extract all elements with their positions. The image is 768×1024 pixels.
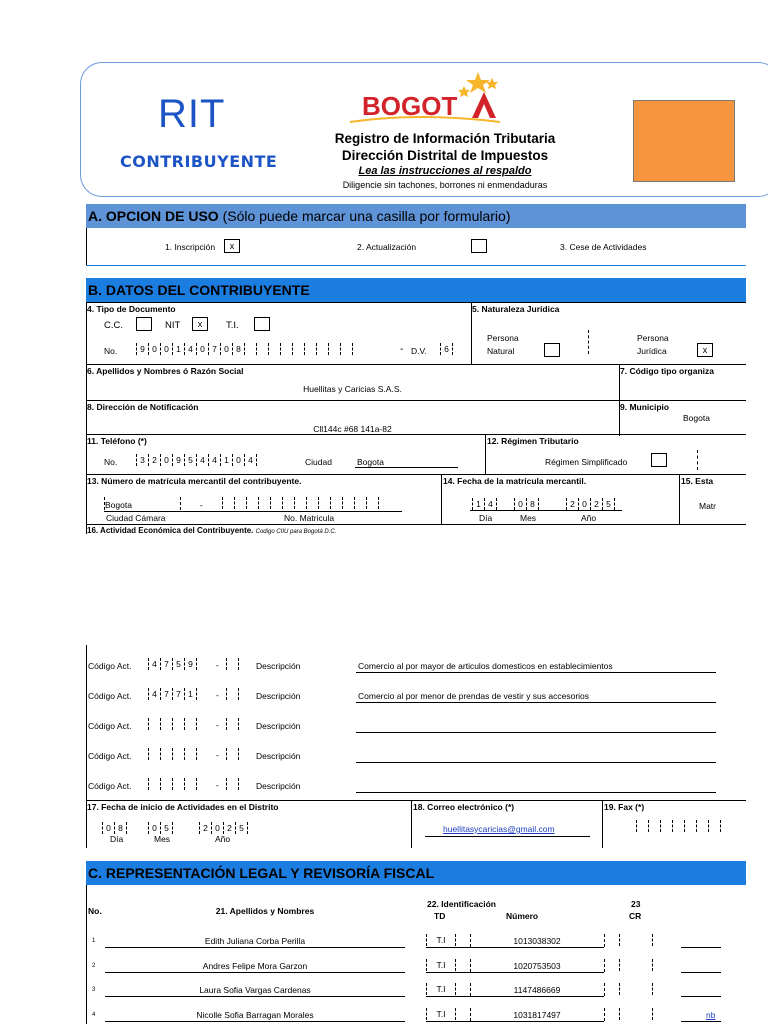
activity-sub-digit-0[interactable] — [226, 718, 239, 730]
municipio-value[interactable]: Bogota — [683, 413, 710, 423]
f16-label — [87, 526, 336, 535]
matricula-digit-3[interactable] — [258, 497, 270, 509]
doc-digit-9[interactable] — [244, 343, 256, 355]
activity-code-digit-1[interactable]: 7 — [160, 658, 172, 670]
doc-digit-12[interactable] — [280, 343, 292, 355]
ini-mes-digit-0[interactable]: 0 — [148, 822, 160, 834]
activity-code-digits[interactable] — [148, 748, 197, 760]
opt-inscripcion-checkbox[interactable]: x — [224, 239, 240, 253]
ciudad-label: Ciudad — [305, 457, 332, 467]
rep-cr[interactable] — [619, 934, 653, 946]
f11-label: 11. Teléfono (*) — [87, 436, 147, 446]
activity-dash: - — [216, 690, 219, 700]
mat-mes-digits[interactable] — [514, 498, 539, 510]
matricula-dash: - — [200, 500, 203, 510]
activity-sub-digit-0[interactable] — [226, 658, 239, 670]
ini-anio-digits[interactable] — [199, 822, 248, 834]
activity-desc-label: Descripción — [256, 691, 301, 701]
rep-id-number[interactable]: 1147486669 — [513, 985, 561, 995]
col-names-header: 21. Apellidos y Nombres — [215, 906, 315, 916]
rep-row-number: 3 — [92, 987, 96, 993]
activity-sub-digit-0[interactable] — [226, 778, 239, 790]
matricula-digit-7[interactable] — [306, 497, 318, 509]
ini-anio-digit-1[interactable]: 0 — [211, 822, 223, 834]
dv-digit[interactable] — [440, 343, 453, 355]
tel-no-label: No. — [104, 457, 118, 467]
doc-digit-8[interactable]: 8 — [232, 343, 244, 355]
col-cr-header: CR — [629, 911, 642, 921]
activity-desc-line — [356, 762, 716, 763]
activity-code-digit-1[interactable]: 7 — [160, 688, 172, 700]
rep-row-number: 1 — [92, 938, 96, 944]
rep-num-left — [470, 983, 471, 996]
activity-code-digit-1[interactable] — [160, 718, 172, 730]
rep-num-left — [470, 1008, 471, 1021]
regimen-value: Régimen Simplificado — [545, 457, 628, 467]
matricula-digit-0[interactable] — [222, 497, 234, 509]
matricula-digit-9[interactable] — [330, 497, 342, 509]
rep-cr-value[interactable] — [619, 934, 653, 946]
tel-digit-4[interactable]: 5 — [184, 454, 196, 466]
rep-num-right — [604, 983, 605, 996]
mat-anio-label: Año — [581, 513, 597, 523]
persona-juridica-label1: Persona — [637, 333, 669, 343]
rep-td[interactable] — [426, 959, 456, 971]
activity-code-digit-3[interactable] — [184, 778, 197, 790]
fax-digits[interactable] — [636, 820, 721, 832]
mat-anio-digit-2[interactable]: 2 — [590, 498, 602, 510]
mat-dia-label: Día — [479, 513, 493, 523]
rep-extra-line — [681, 1021, 721, 1022]
mat-anio-digit-0[interactable]: 2 — [566, 498, 578, 510]
ini-dia-digit-0[interactable]: 0 — [102, 822, 114, 834]
mat-dia-digit-0[interactable]: 1 — [472, 498, 484, 510]
activity-sub-digit-0[interactable] — [226, 688, 239, 700]
activity-code-digit-0[interactable]: 4 — [148, 658, 160, 670]
matricula-digits[interactable] — [222, 497, 379, 509]
mat-dia-digit-1[interactable]: 4 — [484, 498, 497, 510]
mat-anio-digits[interactable] — [566, 498, 615, 510]
tel-digit-6[interactable]: 4 — [208, 454, 220, 466]
matricula-digit-2[interactable] — [246, 497, 258, 509]
matricula-digit-5[interactable] — [282, 497, 294, 509]
activity-code-digit-2[interactable] — [172, 718, 184, 730]
activity-desc-value[interactable]: Comercio al por menor de prendas de vestir y sus accesorios — [358, 691, 590, 701]
opt-cese-label: 3. Cese de Actividades — [560, 242, 647, 252]
activity-code-label: Código Act. — [88, 781, 132, 791]
doc-no-label: No. — [104, 346, 118, 356]
section-b-header: B. DATOS DEL CONTRIBUYENTE — [86, 278, 746, 302]
rep-cr[interactable] — [619, 983, 653, 995]
rep-id-number[interactable]: 1031817497 — [513, 1009, 561, 1020]
activity-desc-label: Descripción — [256, 751, 301, 761]
ini-anio-digit-3[interactable]: 5 — [235, 822, 248, 834]
razon-social-value[interactable]: Huellitas y Caricias S.A.S. — [303, 384, 402, 394]
persona-juridica-checkbox[interactable]: x — [697, 343, 713, 357]
persona-natural-label2: Natural — [487, 346, 515, 356]
tel-digit-2[interactable]: 0 — [160, 454, 172, 466]
rep-name-line — [105, 947, 405, 948]
rep-id-line — [426, 947, 604, 948]
col-23-header: 23 — [631, 899, 641, 909]
f16-note: Codigo CIIU para Bogotá D.C. — [255, 529, 337, 535]
logo-wordmark: BOGOT — [362, 91, 458, 121]
camara-city-value[interactable]: Bogota — [105, 500, 132, 510]
f8-label: 8. Dirección de Notificación — [87, 402, 199, 412]
opt-actualizacion-checkbox[interactable] — [471, 239, 487, 253]
mat-mes-label: Mes — [520, 513, 537, 523]
rep-id-number[interactable]: 1013038302 — [513, 936, 561, 946]
mat-anio-digit-3[interactable]: 5 — [602, 498, 615, 510]
rep-extra-link[interactable]: nb — [706, 1009, 716, 1020]
activity-sub-digit[interactable] — [226, 778, 239, 790]
dv-dash: - — [400, 344, 404, 355]
rep-name-line — [105, 972, 405, 973]
tel-digit-3[interactable]: 9 — [172, 454, 184, 466]
persona-juridica-label2: Jurídica — [637, 346, 667, 356]
f7-label: 7. Código tipo organiza — [620, 366, 714, 376]
activity-desc-line — [356, 702, 716, 703]
doc-digit-11[interactable] — [268, 343, 280, 355]
doc-digit-17[interactable] — [340, 343, 353, 355]
matricula-digit-1[interactable] — [234, 497, 246, 509]
f14-label: 14. Fecha de la matrícula mercantil. — [443, 476, 587, 486]
activity-sub-digit[interactable] — [226, 718, 239, 730]
f9-label: 9. Municipio — [620, 402, 670, 412]
no-matricula-label: No. Matricula — [284, 513, 335, 523]
tel-digit-9[interactable]: 4 — [244, 454, 257, 466]
activity-code-digit-2[interactable] — [172, 778, 184, 790]
activity-code-digit-3[interactable] — [184, 748, 197, 760]
rep-cr[interactable] — [619, 959, 653, 971]
activity-code-digit-0[interactable] — [148, 778, 160, 790]
orange-box — [633, 100, 735, 182]
ini-anio-digit-2[interactable]: 2 — [223, 822, 235, 834]
rep-extra-line — [681, 996, 721, 997]
doc-digit-3[interactable]: 1 — [172, 343, 184, 355]
section-a-header — [86, 204, 746, 228]
activity-code-digit-2[interactable]: 5 — [172, 658, 184, 670]
direccion-value[interactable]: Cll144c #68 141a-82 — [313, 424, 392, 434]
activity-code-digits[interactable] — [148, 778, 197, 790]
ini-dia-digits[interactable] — [102, 822, 127, 834]
activity-code-digits[interactable] — [148, 658, 197, 670]
activity-code-digit-3[interactable]: 1 — [184, 688, 197, 700]
f17-label: 17. Fecha de inicio de Actividades en el Distrito — [87, 802, 279, 812]
rep-name-line — [105, 996, 405, 997]
ini-dia-label: Día — [110, 834, 124, 844]
doc-digit-6[interactable]: 7 — [208, 343, 220, 355]
ini-dia-digit-1[interactable]: 8 — [114, 822, 127, 834]
activity-code-digits[interactable] — [148, 718, 197, 730]
mat-anio-digit-1[interactable]: 0 — [578, 498, 590, 510]
mat-mes-digit-0[interactable]: 0 — [514, 498, 526, 510]
rep-td-value[interactable]: T.I — [426, 983, 456, 995]
regimen-checkbox[interactable] — [651, 453, 667, 467]
rep-id-line — [426, 972, 604, 973]
doc-digit-14[interactable] — [304, 343, 316, 355]
activity-code-digit-2[interactable] — [172, 748, 184, 760]
rep-td[interactable] — [426, 934, 456, 946]
telefono-digits[interactable] — [136, 454, 257, 466]
f13-label: 13. Número de matrícula mercantil del contribuyente. — [87, 476, 302, 486]
rep-row-number: 4 — [92, 1011, 96, 1018]
col-td-header: TD — [434, 911, 446, 921]
rep-name[interactable]: Laura Sofia Vargas Cardenas — [199, 985, 311, 995]
activity-code-digit-0[interactable]: 4 — [148, 688, 160, 700]
section-a-subtitle: (Sólo puede marcar una casilla por formulario) — [222, 208, 511, 224]
tel-digit-8[interactable]: 0 — [232, 454, 244, 466]
activity-desc-label: Descripción — [256, 781, 301, 791]
mat-mes-digit-1[interactable]: 8 — [526, 498, 539, 510]
activity-sub-digit[interactable] — [226, 658, 239, 670]
activity-desc-line — [356, 672, 716, 673]
doc-digit-5[interactable]: 0 — [196, 343, 208, 355]
opt-inscripcion-label: 1. Inscripción — [165, 242, 216, 252]
persona-natural-checkbox[interactable] — [544, 343, 560, 357]
activity-code-digit-0[interactable] — [148, 718, 160, 730]
section-a-title: A. OPCION DE USO — [88, 208, 219, 224]
rep-td-value[interactable]: T.I — [426, 959, 456, 971]
instructions-note: Lea las instrucciones al respaldo — [358, 165, 532, 177]
col-num-header: Número — [506, 911, 539, 921]
dv-label: D.V. — [411, 346, 427, 356]
section-c-header: C. REPRESENTACIÓN LEGAL Y REVISORÍA FISCAL — [86, 861, 746, 885]
rep-cr-value[interactable] — [619, 959, 653, 971]
activity-desc-line — [356, 732, 716, 733]
activity-sub-digit[interactable] — [226, 748, 239, 760]
activity-code-digits[interactable] — [148, 688, 197, 700]
nit-label: NIT — [165, 320, 181, 331]
activity-code-digit-3[interactable]: 9 — [184, 658, 197, 670]
activity-dash: - — [216, 660, 219, 670]
f15-label: 15. Esta — [681, 476, 714, 486]
diligencie-note: Diligencie sin tachones, borrones ni enmendaduras — [342, 180, 548, 190]
rep-name-line — [105, 1021, 405, 1022]
ciudad-value[interactable]: Bogota — [357, 457, 384, 467]
rep-cr[interactable] — [619, 1008, 653, 1020]
activity-desc-line — [356, 792, 716, 793]
rep-id-line — [426, 1021, 604, 1022]
activity-sub-digit-0[interactable] — [226, 748, 239, 760]
ini-mes-digit-1[interactable]: 5 — [160, 822, 173, 834]
mat-dia-digits[interactable] — [472, 498, 497, 510]
activity-dash: - — [216, 720, 219, 730]
ini-anio-label: Año — [215, 834, 231, 844]
persona-natural-label1: Persona — [487, 333, 519, 343]
activity-code-digit-2[interactable]: 7 — [172, 688, 184, 700]
activity-code-digit-0[interactable] — [148, 748, 160, 760]
activity-dash: - — [216, 780, 219, 790]
rep-td[interactable] — [426, 983, 456, 995]
doc-digit-2[interactable]: 0 — [160, 343, 172, 355]
ini-mes-digits[interactable] — [148, 822, 173, 834]
col-no-header: No. — [88, 906, 102, 916]
doc-number-digits[interactable] — [136, 343, 353, 355]
doc-digit-0[interactable]: 9 — [136, 343, 148, 355]
f5-label: 5. Naturaleza Jurídica — [472, 304, 560, 314]
bogota-logo — [340, 68, 510, 126]
ciudad-camara-label: Ciudad Cámara — [106, 513, 166, 523]
matricula-digit-10[interactable] — [342, 497, 354, 509]
doc-digit-1[interactable]: 0 — [148, 343, 160, 355]
activity-code-label: Código Act. — [88, 751, 132, 761]
col-id-header: 22. Identificación — [427, 899, 496, 909]
matricula-digit-6[interactable] — [294, 497, 306, 509]
rep-extra-line — [681, 972, 721, 973]
contribuyente-subtitle: CONTRIBUYENTE — [120, 152, 278, 171]
ti-label: T.I. — [226, 320, 239, 331]
tel-digit-7[interactable]: 1 — [220, 454, 232, 466]
activity-code-digit-1[interactable] — [160, 748, 172, 760]
f18-label: 18. Correo electrónico (*) — [413, 802, 515, 812]
tel-digit-0[interactable]: 3 — [136, 454, 148, 466]
activity-desc-value[interactable]: Comercio al por mayor de articulos domesticos en establecimientos — [358, 661, 613, 671]
rit-title: RIT — [158, 92, 226, 136]
rep-name[interactable]: Edith Juliana Corba Perilla — [204, 936, 306, 946]
tel-digit-1[interactable]: 2 — [148, 454, 160, 466]
doc-digit-13[interactable] — [292, 343, 304, 355]
rep-name[interactable]: Andres Felipe Mora Garzon — [202, 960, 308, 971]
cc-checkbox[interactable] — [136, 317, 152, 331]
form-subtitle: Dirección Distrital de Impuestos — [341, 148, 549, 163]
tel-digit-5[interactable]: 4 — [196, 454, 208, 466]
activity-code-digit-3[interactable] — [184, 718, 197, 730]
activity-code-label: Código Act. — [88, 721, 132, 731]
rep-num-right — [604, 959, 605, 972]
activity-code-label: Código Act. — [88, 691, 132, 701]
rep-num-right — [604, 1008, 605, 1021]
rep-td-value[interactable]: T.I — [426, 1008, 456, 1020]
activity-code-digit-1[interactable] — [160, 778, 172, 790]
f6-label: 6. Apellidos y Nombres ó Razón Social — [87, 366, 244, 376]
matricula-digit-11[interactable] — [354, 497, 366, 509]
nit-checkbox[interactable]: x — [192, 317, 208, 331]
rep-cr-value[interactable] — [619, 1008, 653, 1020]
email-link[interactable]: huellitasycaricias@gmail.com — [443, 824, 555, 834]
doc-digit-7[interactable]: 0 — [220, 343, 232, 355]
matr-label: Matr — [699, 501, 716, 511]
ini-mes-label: Mes — [154, 834, 171, 844]
f12-label: 12. Régimen Tributario — [487, 436, 579, 446]
rep-cr-value[interactable] — [619, 983, 653, 995]
f19-label: 19. Fax (*) — [604, 802, 645, 812]
doc-digit-15[interactable] — [316, 343, 328, 355]
activity-sub-digit[interactable] — [226, 688, 239, 700]
opt-actualizacion-label: 2. Actualización — [357, 242, 417, 252]
ini-anio-digit-0[interactable]: 2 — [199, 822, 211, 834]
rep-row-number: 2 — [92, 962, 96, 969]
matricula-digit-12[interactable] — [366, 497, 379, 509]
activity-desc-label: Descripción — [256, 721, 301, 731]
rep-id-number[interactable]: 1020753503 — [513, 960, 561, 971]
rep-extra-line — [681, 947, 721, 948]
f16-title: 16. Actividad Económica del Contribuyente. — [87, 526, 254, 535]
activity-dash: - — [216, 750, 219, 760]
rep-name[interactable]: Nicolle Sofia Barragan Morales — [196, 1009, 314, 1020]
rep-td[interactable] — [426, 1008, 456, 1020]
doc-digit-16[interactable] — [328, 343, 340, 355]
doc-digit-10[interactable] — [256, 343, 268, 355]
dv-value: 6 — [440, 343, 453, 355]
rep-num-right — [604, 934, 605, 947]
matricula-digit-8[interactable] — [318, 497, 330, 509]
activity-desc-label: Descripción — [256, 661, 301, 671]
ti-checkbox[interactable] — [254, 317, 270, 331]
form-title: Registro de Información Tributaria — [334, 131, 556, 146]
cc-label: C.C. — [104, 320, 123, 331]
rep-id-line — [426, 996, 604, 997]
matricula-digit-4[interactable] — [270, 497, 282, 509]
rep-num-left — [470, 934, 471, 947]
rep-td-value[interactable]: T.I — [426, 934, 456, 946]
activity-code-label: Código Act. — [88, 661, 132, 671]
rep-num-left — [470, 959, 471, 972]
f4-label: 4. Tipo de Documento — [87, 304, 176, 314]
doc-digit-4[interactable]: 4 — [184, 343, 196, 355]
